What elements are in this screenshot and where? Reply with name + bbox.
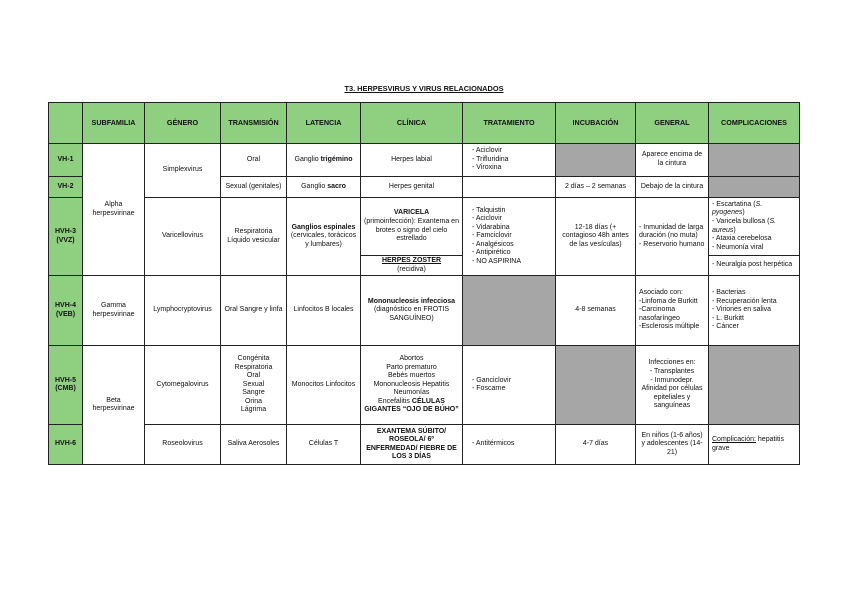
incubacion-cell: 12-18 días (+ contagioso 48h antes de las vesículas) xyxy=(556,198,636,276)
general-line: -Linfoma de Burkitt xyxy=(639,297,698,305)
complication-line: - Viriones en saliva xyxy=(712,306,772,314)
row-hvh6 xyxy=(49,425,800,465)
transmision-line: Lágrima xyxy=(240,406,267,414)
general-line: Asociado con: xyxy=(639,289,683,297)
clinica-line: Parto prematuro xyxy=(386,363,437,371)
genero-cell: Varicellovirus xyxy=(145,198,221,276)
row-label: HVH-6 xyxy=(49,425,83,465)
transmision-line: Sexual xyxy=(242,380,265,388)
row-hvh3 xyxy=(49,198,800,256)
tratamiento-cell-empty xyxy=(463,177,556,198)
transmision-line: Sangre xyxy=(242,389,265,397)
latencia-cell: Ganglios espinales (cervicales, torácicos y lumbares) xyxy=(287,198,361,276)
latencia-cell: Ganglio trigémino xyxy=(287,144,361,177)
tratamiento-list xyxy=(466,147,552,173)
complication-line: - Ataxia cerebelosa xyxy=(712,235,772,243)
general-line: -Carcinoma nasofaríngeo xyxy=(639,306,680,322)
transmision-line: Respiratoria xyxy=(234,363,273,371)
transmision-cell: Saliva Aerosoles xyxy=(221,425,287,465)
tratamiento-list xyxy=(466,440,552,449)
complicaciones-cell-empty xyxy=(709,144,800,177)
latencia-cell: Linfocitos B locales xyxy=(287,276,361,346)
list-item: - NO ASPIRINA xyxy=(472,258,552,267)
header-genero: GÉNERO xyxy=(145,103,221,144)
row-label: HVH-4 (VEB) xyxy=(49,276,83,346)
row-hvh5 xyxy=(49,346,800,425)
clinica-cell: VARICELA (primoinfección): Exantema en brotes o signo del cielo estrellado xyxy=(361,198,463,256)
list-item: - Analgésicos xyxy=(472,241,552,250)
herpesvirus-table xyxy=(48,102,800,465)
general-cell: Aparece encima de la cintura xyxy=(636,144,709,177)
genero-cell: Cytomegalovirus xyxy=(145,346,221,425)
transmision-line: Oral xyxy=(246,372,261,380)
incubacion-cell-empty xyxy=(556,346,636,425)
complication-line: - Escartatina (S. pyogenes) xyxy=(712,200,763,217)
tratamiento-cell-empty xyxy=(463,276,556,346)
complication-line: - Cáncer xyxy=(712,323,739,331)
tratamiento-list xyxy=(466,207,552,267)
subfamilia-cell: Beta herpesvirinae xyxy=(83,346,145,465)
clinica-line: Mononucleosis Hepatitis xyxy=(373,380,450,388)
latencia-cell: Monocitos Linfocitos xyxy=(287,346,361,425)
latencia-cell: Ganglio sacro xyxy=(287,177,361,198)
complicaciones-cell-empty xyxy=(709,177,800,198)
document-title: T3. HERPESVIRUS Y VIRUS RELACIONADOS xyxy=(344,84,504,93)
clinica-cell: Herpes genital xyxy=(361,177,463,198)
clinica-cell: HERPES ZOSTER (recidiva) xyxy=(361,256,463,276)
clinica-line: Bebés muertos xyxy=(387,372,436,380)
header-latencia: LATENCIA xyxy=(287,103,361,144)
header-subfamilia: SUBFAMILIA xyxy=(83,103,145,144)
transmision-cell: Sexual (genitales) xyxy=(221,177,287,198)
list-item: - Ganciclovir xyxy=(472,377,552,386)
row-label: HVH-5 (CMB) xyxy=(49,346,83,425)
list-item: - Vidarabina xyxy=(472,224,552,233)
row-label: VH-1 xyxy=(49,144,83,177)
list-item: - Foscarne xyxy=(472,385,552,394)
list-item: - Antipirético xyxy=(472,249,552,258)
complicaciones-cell xyxy=(709,276,800,346)
general-cell xyxy=(636,346,709,425)
header-transmision: TRANSMISIÓN xyxy=(221,103,287,144)
list-item: - Talquistin xyxy=(472,207,552,216)
genero-cell: Lymphocryptovirus xyxy=(145,276,221,346)
complicaciones-cell: Complicación: hepatitis grave xyxy=(709,425,800,465)
row-hvh4 xyxy=(49,276,800,346)
header-tratamiento: TRATAMIENTO xyxy=(463,103,556,144)
list-item: - Trifluridina xyxy=(472,156,552,165)
complication-line: - Bacterias xyxy=(712,289,746,297)
general-cell: Debajo de la cintura xyxy=(636,177,709,198)
transmision-cell: Oral xyxy=(221,144,287,177)
tratamiento-cell xyxy=(463,425,556,465)
header-clinica: CLÍNICA xyxy=(361,103,463,144)
transmision-cell: Oral Sangre y linfa xyxy=(221,276,287,346)
tratamiento-list xyxy=(466,377,552,394)
list-item: - Famciclovir xyxy=(472,232,552,241)
clinica-cell: Mononucleosis infecciosa (diagnóstico en FROTIS SANGUÍNEO) xyxy=(361,276,463,346)
clinica-line: Neumonías xyxy=(393,389,430,397)
complication-line: - L. Burkitt xyxy=(712,314,744,322)
general-cell xyxy=(636,276,709,346)
clinica-cell: Herpes labial xyxy=(361,144,463,177)
tratamiento-cell xyxy=(463,198,556,276)
clinica-line: Encefalitis CÉLULAS GIGANTES “OJO DE BÚHO” xyxy=(364,397,459,414)
row-vh1 xyxy=(49,144,800,177)
complication-line: - Varicela bullosa (S. aureus) xyxy=(712,217,777,234)
tratamiento-cell xyxy=(463,346,556,425)
incubacion-cell: 4-7 días xyxy=(556,425,636,465)
incubacion-cell-empty xyxy=(556,144,636,177)
header-row xyxy=(49,103,800,144)
subfamilia-cell: Alpha herpesvirinae xyxy=(83,144,145,276)
general-line: Infecciones en: xyxy=(648,359,696,367)
general-line: - Transplantes xyxy=(649,368,695,375)
complicaciones-cell xyxy=(709,198,800,256)
general-line: - Reservorio humano xyxy=(639,240,705,248)
transmision-cell: Respiratoria Líquido vesicular xyxy=(221,198,287,276)
header-corner xyxy=(49,103,83,144)
general-line: -Esclerosis múltiple xyxy=(639,323,700,331)
subfamilia-cell: Gamma herpesvirinae xyxy=(83,276,145,346)
row-label: VH-2 xyxy=(49,177,83,198)
list-item: - Aciclovir xyxy=(472,147,552,156)
latencia-cell: Células T xyxy=(287,425,361,465)
general-line: - Inmunidad de larga duración (no muta) xyxy=(639,223,704,240)
header-general: GENERAL xyxy=(636,103,709,144)
header-complicaciones: COMPLICACIONES xyxy=(709,103,800,144)
transmision-line: Congénita xyxy=(237,355,270,363)
list-item: - Antitérmicos xyxy=(472,440,552,449)
general-cell xyxy=(636,198,709,276)
clinica-line: Abortos xyxy=(399,355,424,363)
list-item: - Aciclovir xyxy=(472,215,552,224)
complication-line: - Recuperación lenta xyxy=(712,297,777,305)
genero-cell: Roseolovirus xyxy=(145,425,221,465)
complicaciones-cell-empty xyxy=(709,346,800,425)
row-label: HVH-3 (VVZ) xyxy=(49,198,83,276)
transmision-cell xyxy=(221,346,287,425)
incubacion-cell: 4-8 semanas xyxy=(556,276,636,346)
complication-line: - Neumonía viral xyxy=(712,243,764,251)
clinica-cell xyxy=(361,346,463,425)
general-line: - Inmunodepr. xyxy=(650,376,694,384)
tratamiento-cell xyxy=(463,144,556,177)
complicaciones-cell: - Neuralgia post herpética xyxy=(709,256,800,276)
general-cell: En niños (1-6 años) y adolescentes (14-21) xyxy=(636,425,709,465)
incubacion-cell: 2 días – 2 semanas xyxy=(556,177,636,198)
header-incubacion: INCUBACIÓN xyxy=(556,103,636,144)
general-line: Afinidad por células epiteliales y sanguíneas xyxy=(641,385,703,410)
transmision-line: Orina xyxy=(244,397,263,405)
genero-cell: Simplexvirus xyxy=(145,144,221,198)
list-item: - Viroxina xyxy=(472,164,552,173)
clinica-cell: EXANTEMA SÚBITO/ ROSEOLA/ 6º ENFERMEDAD/ FIEBRE DE LOS 3 DÍAS xyxy=(361,425,463,465)
